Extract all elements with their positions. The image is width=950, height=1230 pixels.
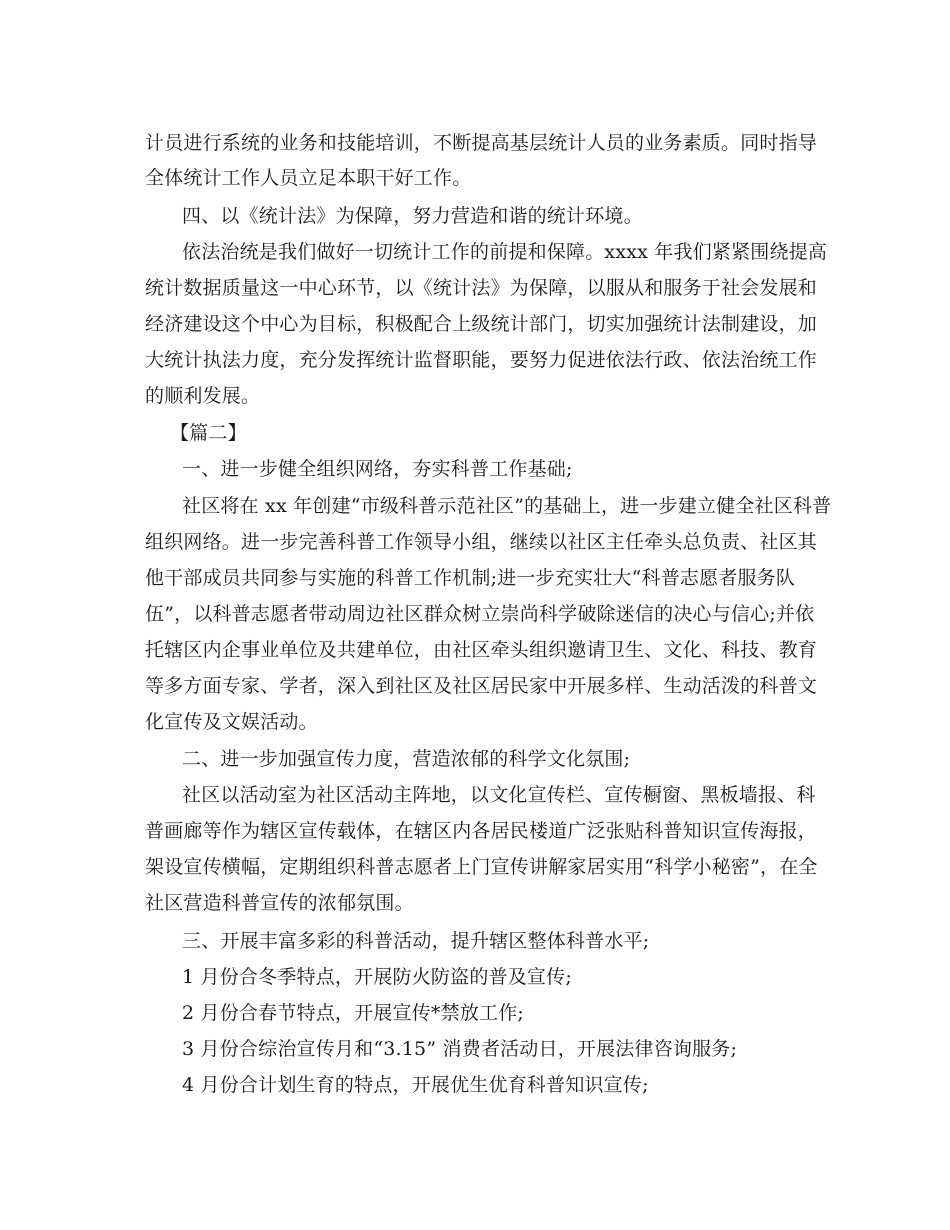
list-item: 2 月份合春节特点，开展宣传*禁放工作; [182,1002,525,1024]
text-line: 的顺利发展。 [145,385,261,407]
text-line: 架设宣传横幅，定期组织科普志愿者上门宣传讲解家居实用“科学小秘密”，在全 [145,856,818,878]
text-line: 等多方面专家、学者，深入到社区及社区居民家中开展多样、生动活泼的科普文 [145,675,818,697]
text-line: 经济建设这个中心为目标，积极配合上级统计部门，切实加强统计法制建设，加 [145,313,818,335]
text-line: 社区营造科普宣传的浓郁氛围。 [145,892,414,914]
text-line: 社区将在 xx 年创建“市级科普示范社区”的基础上，进一步建立健全社区科普 [182,495,832,517]
section-heading: 四、以《统计法》为保障，努力营造和谐的统计环境。 [182,205,643,227]
list-item: 4 月份合计划生育的特点，开展优生优育科普知识宣传; [182,1074,649,1096]
text-line: 他干部成员共同参与实施的科普工作机制;进一步充实壮大“科普志愿者服务队 [145,567,796,589]
list-item: 3 月份合综治宣传月和“3.15” 消费者活动日，开展法律咨询服务; [182,1038,738,1060]
list-item: 1 月份合冬季特点，开展防火防盗的普及宣传; [182,966,572,988]
section-heading: 一、进一步健全组织网络，夯实科普工作基础; [182,458,573,480]
text-line: 大统计执法力度，充分发挥统计监督职能，要努力促进依法行政、依法治统工作 [145,349,818,371]
text-line: 托辖区内企事业单位及共建单位，由社区牵头组织邀请卫生、文化、科技、教育 [145,639,818,661]
text-line: 化宣传及文娱活动。 [145,711,318,733]
text-line: 统计数据质量这一中心环节，以《统计法》为保障，以服从和服务于社会发展和 [145,277,818,299]
text-line: 依法治统是我们做好一切统计工作的前提和保障。xxxx 年我们紧紧围绕提高 [182,241,828,263]
text-line: 普画廊等作为辖区宣传载体，在辖区内各居民楼道广泛张贴科普知识宣传海报， [145,820,818,842]
text-line: 伍”，以科普志愿者带动周边社区群众树立崇尚科学破除迷信的决心与信心;并依 [145,603,815,625]
text-line: 社区以活动室为社区活动主阵地，以文化宣传栏、宣传橱窗、黑板墙报、科 [182,784,816,806]
section-heading: 三、开展丰富多彩的科普活动，提升辖区整体科普水平; [182,930,650,952]
text-line: 全体统计工作人员立足本职干好工作。 [145,167,472,189]
section-heading: 二、进一步加强宣传力度，营造浓郁的科学文化氛围; [182,748,631,770]
text-line: 组织网络。进一步完善科普工作领导小组，继续以社区主任牵头总负责、社区其 [145,531,818,553]
part-heading: 【篇二】 [170,422,247,444]
text-line: 计员进行系统的业务和技能培训，不断提高基层统计人员的业务素质。同时指导 [145,132,818,154]
